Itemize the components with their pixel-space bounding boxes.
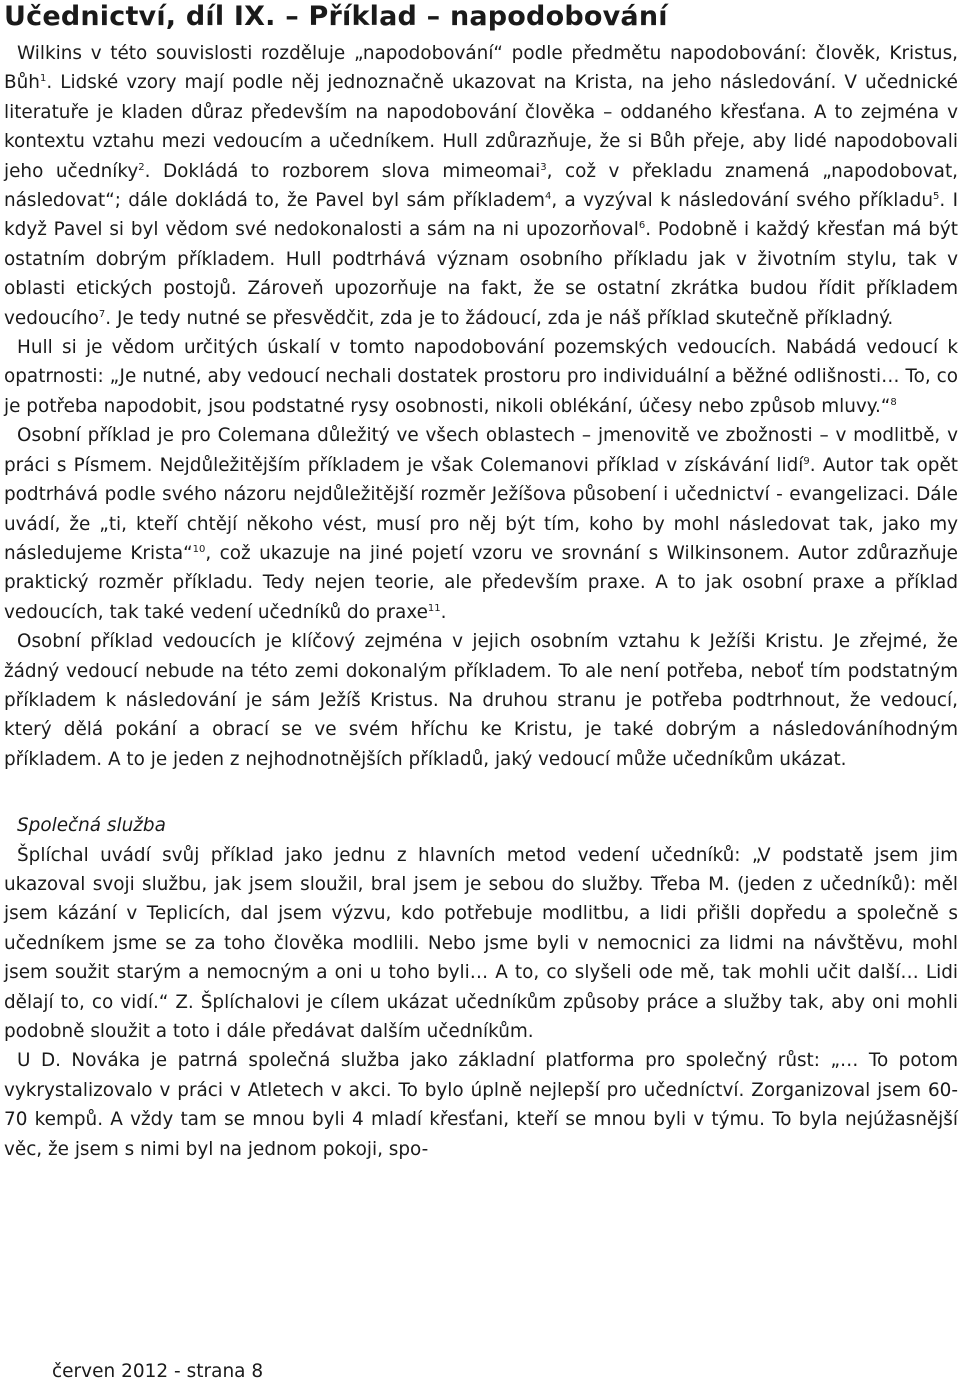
footnote-ref: 11	[427, 602, 441, 614]
paragraph	[4, 627, 958, 774]
footnote-ref: 7	[98, 308, 106, 320]
footnote-ref: 9	[803, 455, 810, 467]
page-footer: červen 2012 - strana 8	[52, 1361, 264, 1382]
document-page	[4, 0, 958, 1164]
paragraph	[4, 39, 958, 333]
text-run: . Je tedy nutné se přesvědčit, zda je to žádoucí, zda je náš příklad skutečně příkladný.	[105, 307, 894, 329]
text-run: Wilkins v této souvislosti rozděluje „napodobování“ podle předmětu napodobování: člověk, Kristus, Bůh	[4, 43, 958, 94]
text-run: , a vyzýval k následování svého příkladu	[551, 190, 933, 212]
paragraph	[4, 333, 958, 421]
paragraph	[4, 841, 958, 1047]
paragraph	[4, 1046, 958, 1164]
text-run: Hull si je vědom určitých úskalí v tomto napodobování pozemských vedoucích. Nabádá vedoucí k opatrnosti: „Je nutné, aby vedoucí nechali dostatek prostoru pro individuální a běžné odlišnosti… To, co je potřeba napodobit, jsou podstatné rysy osobnosti, nikoli oblékání, účesy nebo způsob mluvy.“	[4, 337, 958, 417]
footnote-ref: 8	[890, 396, 897, 408]
page-title: Učednictví, díl IX. – Příklad – napodobování	[4, 1, 668, 32]
footnote-ref: 4	[544, 190, 552, 202]
text-run: U D. Nováka je patrná společná služba jako základní platforma pro společný růst: „… To potom vykrystalizovalo v práci v Atletech v akci. To bylo úplně nejlepší pro učedníctví. Zorganizoval jsem 60-70 kempů. A vždy tam se mnou byli 4 mladí křesťani, kteří se mnou byli v týmu. To byla nejúžasnější věc, že jsem s nimi byl na jednom pokoji, spo-	[4, 1050, 958, 1160]
text-run: . Autor tak opět podtrhává podle svého názoru nejdůležitější rozměr Ježíšova působení i učednictví - evangelizaci. Dále uvádí, že „ti, kteří chtějí někoho vést, musí pro něj být tím, koho by mohl následovat tak, jako my následujeme Krista“	[4, 454, 958, 564]
article-body	[4, 39, 958, 1164]
footnote-ref: 6	[638, 220, 646, 232]
text-run: . Lidské vzory mají podle něj jednoznačně ukazovat na Krista, na jeho následování. V učednické literatuře je kladen důraz především na napodobování člověka – oddaného křesťana. A to zejména v kontextu vztahu mezi vedoucím a učedníkem. Hull zdůrazňuje, že si Bůh přeje, aby lidé napodobovali jeho učedníky	[4, 72, 958, 182]
text-run: . Podobně i každý křesťan má být ostatním dobrým příkladem. Hull podtrhává význam osobního příkladu jak v životním stylu, tak v oblasti etických postojů. Zároveň upozorňuje na fakt, že se ostatní zkrátka budou řídit příkladem vedoucího	[4, 219, 958, 329]
section-heading: Společná služba	[17, 815, 166, 837]
text-run: .	[440, 601, 447, 623]
footnote-ref: 10	[192, 543, 206, 555]
footnote-ref: 1	[39, 73, 47, 85]
footnote-ref: 2	[138, 161, 145, 173]
footnote-ref: 5	[932, 190, 940, 202]
text-run: , což ukazuje na jiné pojetí vzoru ve srovnání s Wilkinsonem. Autor zdůrazňuje praktický rozměr příkladu. Tedy nejen teorie, ale především praxe. A to jak osobní praxe a příklad vedoucích, tak také vedení učedníků do praxe	[4, 542, 958, 623]
text-run: , což v překladu znamená „napodobovat, následovat“; dále dokládá to, že Pavel byl sám příkladem	[4, 160, 958, 212]
text-run: Osobní příklad vedoucích je klíčový zejména v jejich osobním vztahu k Ježíši Kristu. Je zřejmé, že žádný vedoucí nebude na této zemi dokonalým příkladem. To ale není potřeba, neboť tím podstatným příkladem k následování je sám Ježíš Kristus. Na druhou stranu je potřeba podtrhnout, že vedoucí, který dělá pokání a obrací se ve svém hříchu ke Kristu, je také dobrým a následováníhodným příkladem. A to je jeden z nejhodnotnějších příkladů, jaký vedoucí může učedníkům ukázat.	[4, 631, 958, 770]
section-spacer	[4, 774, 958, 811]
footnote-ref: 3	[540, 161, 547, 173]
text-run: Osobní příklad je pro Colemana důležitý ve všech oblastech – jmenovitě ve zbožnosti – v modlitbě, v práci s Písmem. Nejdůležitějším příkladem je však Colemanovi příklad v získávání lidí	[4, 425, 958, 476]
paragraph	[4, 421, 958, 627]
text-run: Šplíchal uvádí svůj příklad jako jednu z hlavních metod vedení učedníků: „V podstatě jsem jim ukazoval svoji službu, jak jsem sloužil, bral jsem je sebou do služby. Třeba M. (jeden z učedníků): měl jsem kázání v Teplicích, dal jsem výzvu, kdo potřebuje modlitbu, a lidi přišli dopředu a společně s učedníkem jsme se za toho člověka modlili. Nebo jsme byli v nemocnici za lidmi na návštěvu, mohl jsem soužit starým a nemocným a oni u toho byli… A to, co slyšeli ode mě, tak mohli učit další… Lidi dělají to, co vidí.“ Z. Šplíchalovi je cílem ukázat učedníkům způsoby práce a služby tak, aby oni mohli podobně sloužit a toto i dále předávat dalším učedníkům.	[4, 844, 958, 1042]
text-run: . Dokládá to rozborem slova mimeomai	[144, 160, 541, 182]
text-run: . I když Pavel si byl vědom své nedokonalosti a sám na ni upozorňoval	[4, 190, 958, 241]
